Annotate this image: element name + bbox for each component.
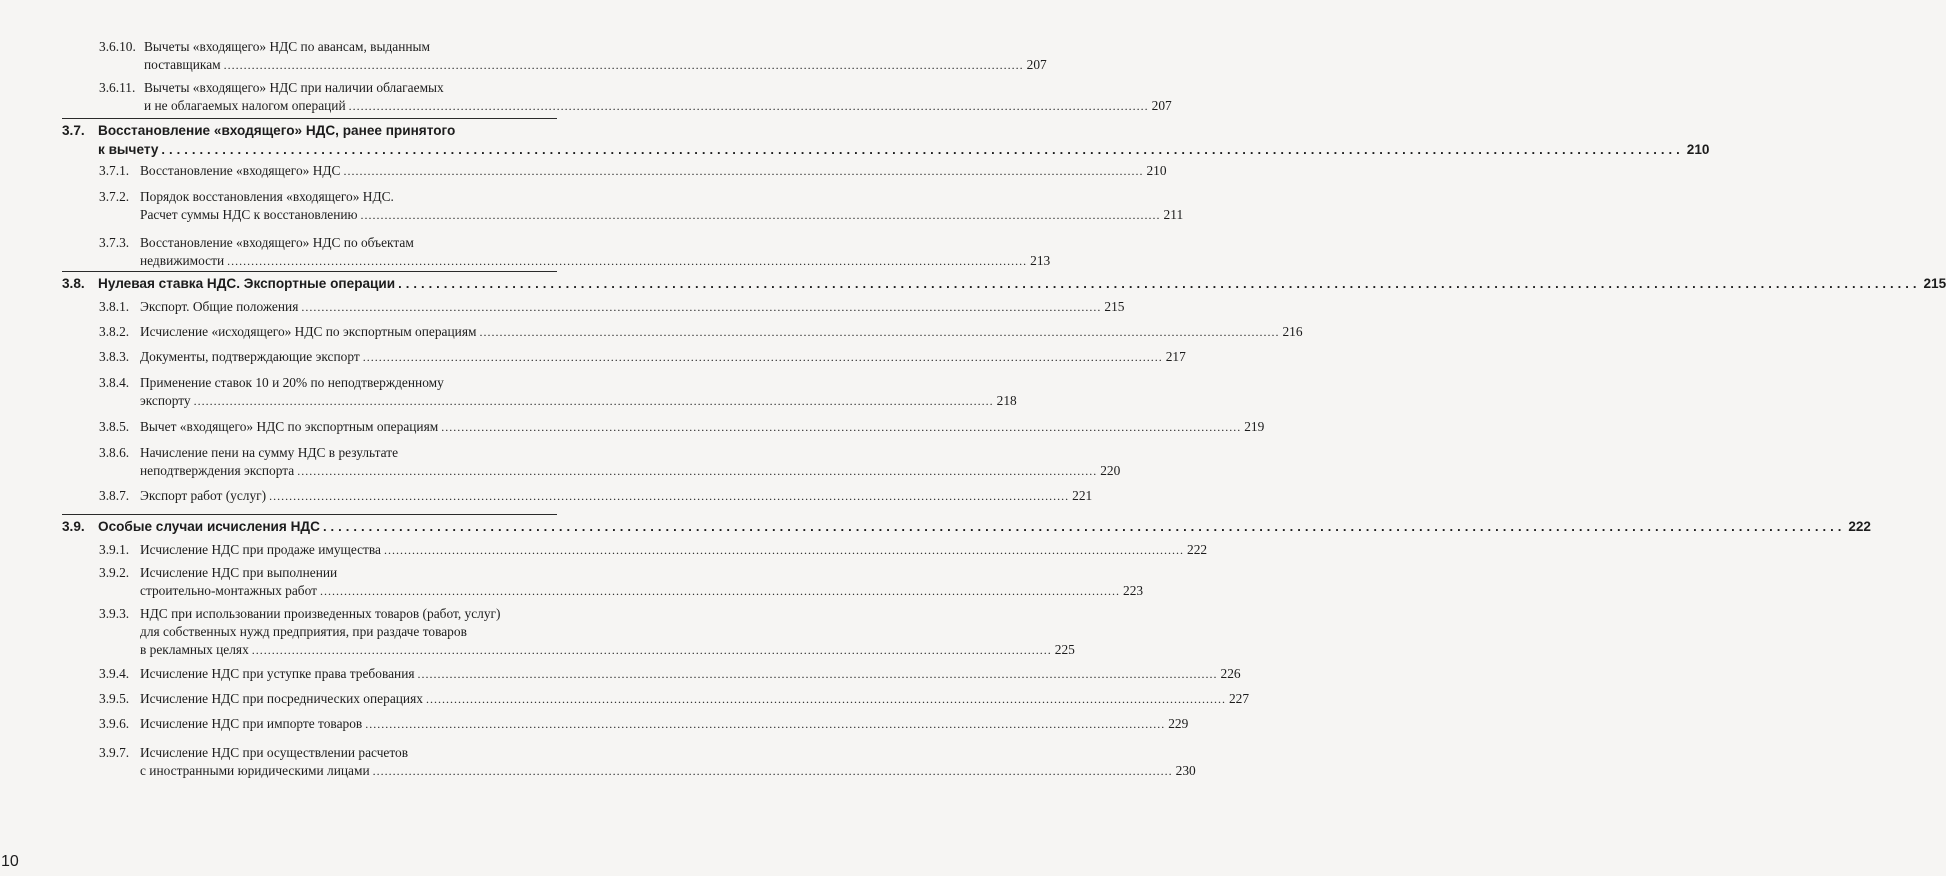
toc-entry-title-line: Порядок восстановления «входящего» НДС.	[140, 189, 394, 204]
toc-entry-title-line: Применение ставок 10 и 20% по неподтвержденному	[140, 375, 444, 390]
section-divider	[62, 271, 557, 272]
toc-entry-page: 217	[1165, 349, 1186, 364]
toc-entry-title-line: Исчисление НДС при уступке права требования	[140, 666, 415, 681]
toc-entry-number: 3.8.	[62, 276, 85, 291]
toc-entry-page: 215	[1104, 299, 1125, 314]
dot-leader: ........................................................................................................................................................................................................	[251, 643, 1052, 657]
toc-entry-title-line: Исчисление НДС при импорте товаров	[140, 716, 363, 731]
toc-entry-number: 3.8.6.	[99, 445, 130, 460]
dot-leader: ........................................................................................................................................................................................................	[372, 764, 1173, 778]
toc-entry-title-line: Исчисление НДС при осуществлении расчетов	[140, 745, 409, 760]
toc-entry-title	[140, 348, 1186, 366]
toc-entry-title-line: Исчисление НДС при выполнении	[140, 565, 338, 580]
toc-entry-number: 3.9.	[62, 519, 85, 534]
toc-entry-title	[140, 234, 1051, 270]
toc-entry-title-line: НДС при использовании произведенных товаров (работ, услуг)	[140, 606, 501, 621]
toc-entry-title	[140, 188, 1184, 224]
dot-leader: ........................................................................................................................................................................................................	[417, 667, 1218, 681]
toc-entry-title-line: в рекламных целях	[140, 642, 249, 657]
toc-entry-number: 3.9.5.	[99, 691, 130, 706]
dot-leader: ........................................................................................................................................................................................................	[343, 164, 1144, 178]
toc-entry-number: 3.9.7.	[99, 745, 130, 760]
toc-entry-title-line: Нулевая ставка НДС. Экспортные операции	[98, 276, 396, 291]
dot-leader: ........................................................................................................................................................................................................	[365, 717, 1166, 731]
toc-entry-number: 3.6.10.	[99, 39, 136, 54]
toc-entry-title	[140, 715, 1189, 733]
dot-leader: ........................................................................................................................................................................................................	[362, 350, 1163, 364]
dot-leader: ........................................................................................................................................................................................................	[161, 142, 1684, 157]
toc-entry-title-line: неподтверждения экспорта	[140, 463, 295, 478]
dot-leader: ........................................................................................................................................................................................................	[223, 58, 1024, 72]
section-divider	[62, 514, 557, 515]
toc-entry-title-line: Восстановление «входящего» НДС, ранее принятого	[98, 123, 456, 138]
toc-entry-title-line: Особые случаи исчисления НДС	[98, 519, 320, 534]
toc-entry-number: 3.8.2.	[99, 324, 130, 339]
dot-leader: ........................................................................................................................................................................................................	[425, 692, 1226, 706]
toc-entry-page: 227	[1228, 691, 1250, 706]
toc-entry-page: 218	[996, 393, 1017, 408]
toc-entry-title	[140, 444, 1121, 480]
toc-entry-page: 225	[1054, 642, 1075, 657]
toc-entry-page: 210	[1146, 163, 1167, 178]
toc-entry-number: 3.8.4.	[99, 375, 130, 390]
toc-entry-title	[98, 274, 1946, 293]
toc-entry-title	[140, 487, 1093, 505]
toc-entry-number: 3.8.5.	[99, 419, 130, 434]
dot-leader: ........................................................................................................................................................................................................	[269, 489, 1070, 503]
toc-entry-title	[140, 605, 1075, 659]
toc-entry-title-line: Исчисление НДС при посреднических операциях	[140, 691, 423, 706]
toc-entry-title-line: Вычеты «входящего» НДС по авансам, выданным	[144, 39, 431, 54]
toc-entry-title	[140, 541, 1208, 559]
toc-entry-number: 3.7.1.	[99, 163, 130, 178]
toc-entry-page: 221	[1072, 488, 1093, 503]
toc-entry-title	[144, 38, 1047, 74]
dot-leader: ........................................................................................................................................................................................................	[360, 208, 1161, 222]
toc-entry-number: 3.7.	[62, 123, 85, 138]
toc-entry-title-line: экспорту	[140, 393, 191, 408]
toc-entry-title	[144, 79, 1172, 115]
toc-entry-number: 3.9.4.	[99, 666, 130, 681]
toc-entry-number: 3.8.7.	[99, 488, 130, 503]
toc-entry-title-line: Начисление пени на сумму НДС в результате	[140, 445, 399, 460]
toc-entry-page: 226	[1220, 666, 1241, 681]
toc-entry-page: 210	[1686, 142, 1710, 157]
dot-leader: ........................................................................................................................................................................................................	[479, 325, 1280, 339]
dot-leader: ........................................................................................................................................................................................................	[348, 99, 1149, 113]
toc-entry-page: 207	[1151, 98, 1172, 113]
toc-entry-title-line: Экспорт. Общие положения	[140, 299, 299, 314]
toc-entry-page: 230	[1175, 763, 1196, 778]
toc-entry-page: 220	[1100, 463, 1121, 478]
toc-entry-title-line: Восстановление «входящего» НДС	[140, 163, 341, 178]
toc-entry-title-line: Экспорт работ (услуг)	[140, 488, 267, 503]
toc-entry-number: 3.8.1.	[99, 299, 130, 314]
dot-leader: ........................................................................................................................................................................................................	[297, 464, 1098, 478]
toc-entry-page: 216	[1282, 324, 1303, 339]
toc-entry-page: 222	[1187, 542, 1208, 557]
toc-entry-title-line: и не облагаемых налогом операций	[144, 98, 346, 113]
toc-entry-number: 3.7.2.	[99, 189, 130, 204]
dot-leader: ........................................................................................................................................................................................................	[322, 519, 1846, 534]
toc-entry-title-line: для собственных нужд предприятия, при раздаче товаров	[140, 624, 467, 639]
toc-entry-title	[140, 418, 1265, 436]
toc-entry-title	[140, 298, 1125, 316]
toc-entry-page: 213	[1030, 253, 1051, 268]
section-divider	[62, 118, 557, 119]
toc-entry-title	[98, 517, 1871, 536]
toc-entry-page: 219	[1244, 419, 1265, 434]
dot-leader: ........................................................................................................................................................................................................	[441, 420, 1242, 434]
toc-entry-title-line: Восстановление «входящего» НДС по объектам	[140, 235, 414, 250]
toc-entry-title	[98, 121, 1710, 159]
dot-leader: ........................................................................................................................................................................................................	[398, 276, 1921, 291]
toc-entry-title	[140, 744, 1196, 780]
toc-entry-title-line: Расчет суммы НДС к восстановлению	[140, 207, 358, 222]
toc-entry-title-line: Вычеты «входящего» НДС при наличии облагаемых	[144, 80, 444, 95]
toc-entry-page: 207	[1026, 57, 1047, 72]
toc-entry-page: 222	[1848, 519, 1871, 534]
toc-entry-title	[140, 162, 1167, 180]
toc-entry-number: 3.9.1.	[99, 542, 130, 557]
toc-entry-number: 3.7.3.	[99, 235, 130, 250]
dot-leader: ........................................................................................................................................................................................................	[320, 584, 1120, 598]
toc-entry-title-line: поставщикам	[144, 57, 221, 72]
dot-leader: ........................................................................................................................................................................................................	[227, 254, 1028, 268]
toc-entry-number: 3.9.3.	[99, 606, 130, 621]
toc-entry-title-line: с иностранными юридическими лицами	[140, 763, 370, 778]
dot-leader: ........................................................................................................................................................................................................	[301, 300, 1102, 314]
toc-entry-title-line: Исчисление НДС при продаже имущества	[140, 542, 381, 557]
toc-entry-number: 3.6.11.	[99, 80, 136, 95]
toc-entry-page: 215	[1923, 276, 1946, 291]
toc-entry-title-line: Исчисление «исходящего» НДС по экспортным операциям	[140, 324, 477, 339]
toc-entry-number: 3.9.6.	[99, 716, 130, 731]
toc-entry-title-line: недвижимости	[140, 253, 225, 268]
toc-entry-title-line: строительно-монтажных работ	[140, 583, 317, 598]
toc-entry-title	[140, 665, 1241, 683]
toc-entry-title-line: Вычет «входящего» НДС по экспортным операциям	[140, 419, 439, 434]
dot-leader: ........................................................................................................................................................................................................	[193, 394, 994, 408]
toc-entry-title-line: к вычету	[98, 142, 159, 157]
toc-entry-title	[140, 564, 1144, 600]
toc-entry-title	[140, 690, 1250, 708]
page-number: 10	[1, 853, 19, 870]
toc-entry-page: 223	[1123, 583, 1144, 598]
toc-entry-page: 229	[1168, 716, 1189, 731]
toc-entry-title-line: Документы, подтверждающие экспорт	[140, 349, 360, 364]
toc-entry-page: 211	[1163, 207, 1184, 222]
dot-leader: ........................................................................................................................................................................................................	[384, 543, 1184, 557]
toc-entry-number: 3.9.2.	[99, 565, 130, 580]
toc-entry-title	[140, 374, 1017, 410]
toc-entry-title	[140, 323, 1303, 341]
toc-entry-number: 3.8.3.	[99, 349, 130, 364]
